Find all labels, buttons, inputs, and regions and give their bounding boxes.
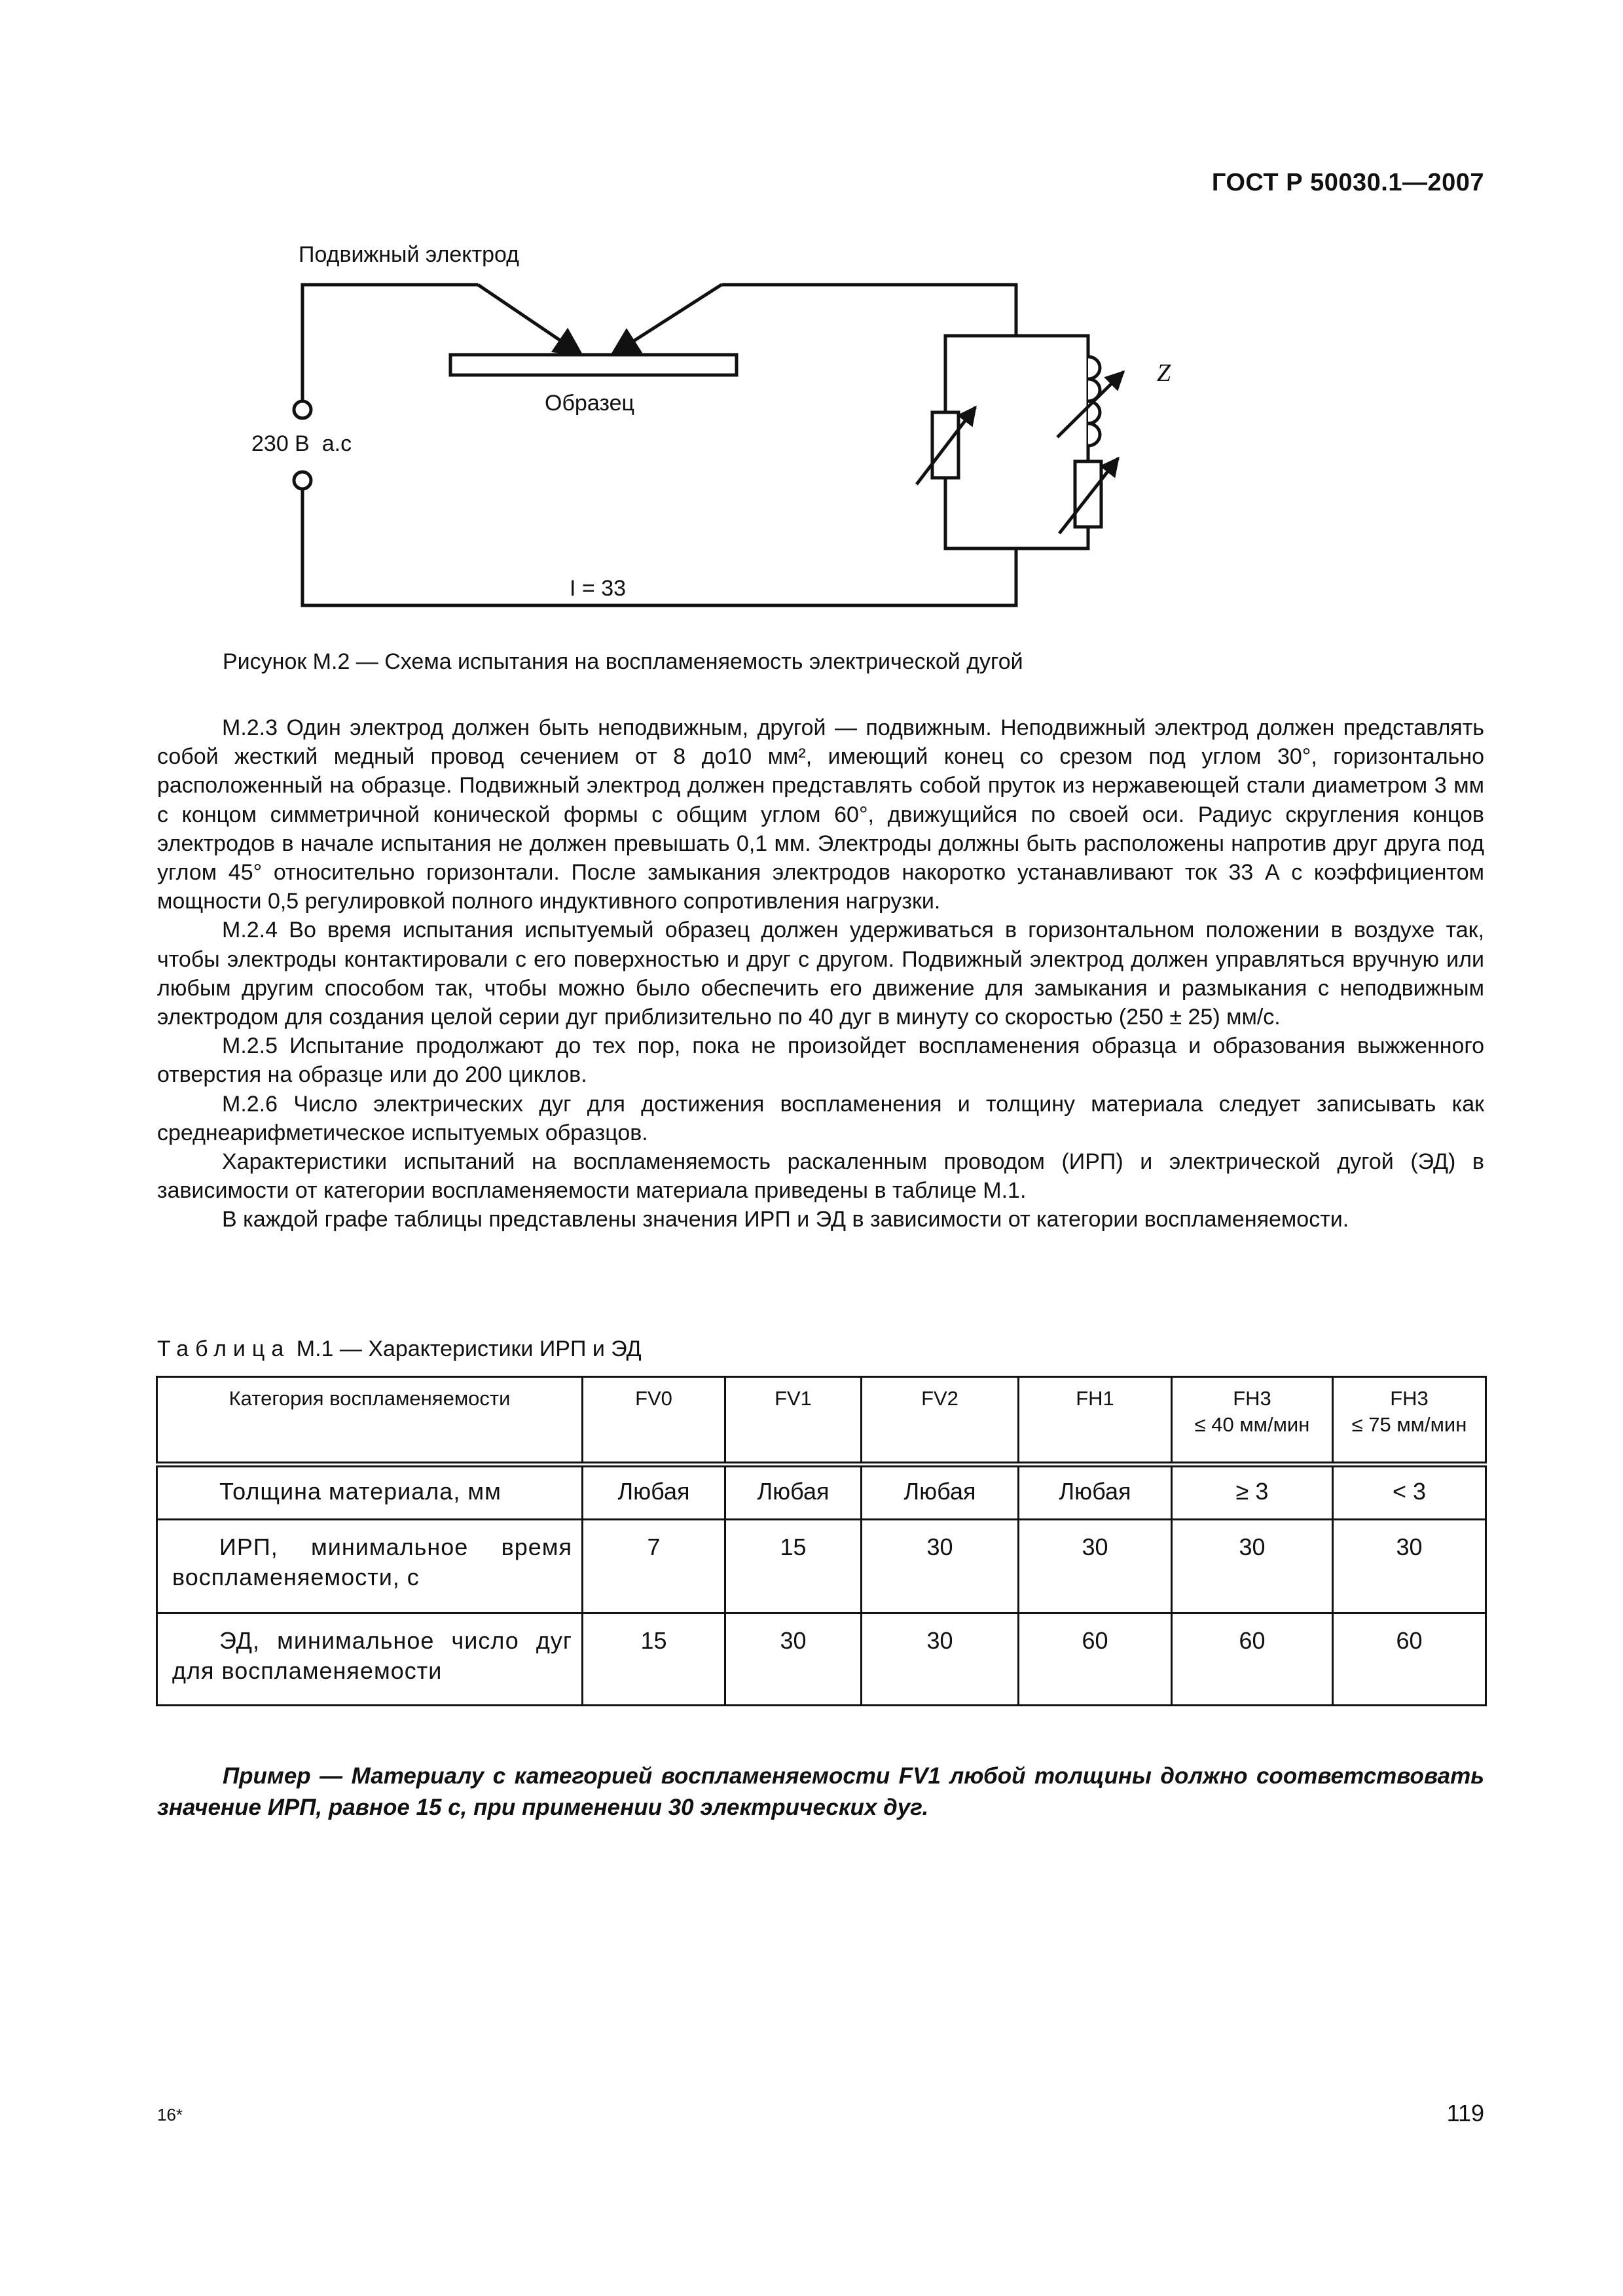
table-title-prefix: Таблица — [157, 1336, 291, 1361]
table-cell: Любая — [1019, 1465, 1172, 1520]
terminal-top — [294, 401, 311, 418]
table-row — [157, 1465, 1486, 1520]
table-header-cell: FV2 — [862, 1377, 1019, 1465]
flammability-table — [156, 1376, 1487, 1706]
table-cell: ИРП, минимальное время воспламеняемости, с — [157, 1520, 583, 1613]
table-cell: 30 — [1333, 1520, 1486, 1613]
table-header-cell: Категория воспламеняемости — [157, 1377, 583, 1465]
table-cell: 60 — [1333, 1613, 1486, 1706]
wire-bottom — [302, 489, 1016, 605]
table-header-cell: FH3 ≤ 40 мм/мин — [1172, 1377, 1333, 1465]
table-cell: < 3 — [1333, 1465, 1486, 1520]
table-cell: 60 — [1019, 1613, 1172, 1706]
sheet-mark: 16* — [157, 2105, 183, 2125]
paragraph-m26: М.2.6 Число электрических дуг для достижения воспламенения и толщину материала следует записывать как среднеарифметическое испытуемых образцов. — [157, 1091, 1484, 1145]
table-cell: 30 — [862, 1520, 1019, 1613]
standard-code: ГОСТ Р 50030.1—2007 — [1211, 169, 1484, 196]
table-cell: Любая — [862, 1465, 1019, 1520]
moving-electrode — [612, 285, 721, 355]
terminal-bottom — [294, 472, 311, 489]
table-cell: ≥ 3 — [1172, 1465, 1333, 1520]
table-cell: 30 — [862, 1613, 1019, 1706]
wire-right-top — [721, 285, 1016, 336]
example-note — [157, 1761, 1484, 1823]
fixed-electrode — [478, 285, 581, 355]
table-row — [157, 1613, 1486, 1706]
table-header-row — [157, 1377, 1486, 1465]
paragraph-m24: М.2.4 Во время испытания испытуемый образец должен удерживаться в горизонтальном положении в воздухе так, чтобы электроды контактировали с его поверхностью и друг с другом. Подвижный электрод должен управляться вручную или любым другим способом так, чтобы можно было обеспечить его движение для замыкания и размыкания с неподвижным электродом для создания целой серии дуг приблизительно по 40 дуг в минуту со скоростью (250 ± 25) мм/с. — [157, 918, 1484, 1030]
table-cell: 7 — [583, 1520, 725, 1613]
table-cell: 15 — [583, 1613, 725, 1706]
voltage-label: 230 В а.с — [251, 431, 352, 456]
table-cell: ЭД, минимальное число дуг для воспламеняемости — [157, 1613, 583, 1706]
test-circuit-diagram — [0, 0, 1623, 655]
table-header-cell: FV0 — [583, 1377, 725, 1465]
page-number: 119 — [1446, 2100, 1484, 2126]
impedance-label: Z — [1157, 359, 1171, 387]
table-cell: 30 — [725, 1613, 862, 1706]
table-cell: Любая — [583, 1465, 725, 1520]
example-text: Пример — Материалу с категорией воспламеняемости FV1 любой толщины должно соответствовать значение ИРП, равное 15 с, при применении 30 электрических дуг. — [157, 1763, 1484, 1820]
table-title — [157, 1336, 642, 1362]
body-text — [157, 713, 1484, 1234]
figure-caption: Рисунок М.2 — Схема испытания на воспламеняемость электрической дугой — [223, 649, 1023, 674]
table-cell: Толщина материала, мм — [157, 1465, 583, 1520]
table-header-cell: FH1 — [1019, 1377, 1172, 1465]
table-row — [157, 1520, 1486, 1613]
paragraph-m25: М.2.5 Испытание продолжают до тех пор, пока не произойдет воспламенения образца и образования выжженного отверстия на образце или до 200 циклов. — [157, 1033, 1484, 1088]
table-header-cell: FV1 — [725, 1377, 862, 1465]
sample-label: Образец — [545, 391, 634, 416]
table-header-cell: FH3 ≤ 75 мм/мин — [1333, 1377, 1486, 1465]
table-title-rest: М.1 — Характеристики ИРП и ЭД — [290, 1336, 642, 1361]
current-label: I = 33 — [570, 576, 627, 601]
paragraph-characteristics: Характеристики испытаний на воспламеняемость раскаленным проводом (ИРП) и электрической дугой (ЭД) в зависимости от категории воспламеняемости материала приведены в таблице М.1. — [157, 1149, 1484, 1204]
table-cell: 60 — [1172, 1613, 1333, 1706]
wire-left-top — [302, 285, 478, 401]
load-frame — [945, 336, 1088, 548]
electrode-label: Подвижный электрод — [299, 242, 519, 267]
table-cell: 30 — [1172, 1520, 1333, 1613]
table-cell: 30 — [1019, 1520, 1172, 1613]
sample-plate — [450, 355, 737, 375]
paragraph-each-column: В каждой графе таблицы представлены значения ИРП и ЭД в зависимости от категории воспламеняемости. — [222, 1207, 1349, 1232]
table-cell: 15 — [725, 1520, 862, 1613]
table-cell: Любая — [725, 1465, 862, 1520]
paragraph-m23: М.2.3 Один электрод должен быть неподвижным, другой — подвижным. Неподвижный электрод должен представлять собой жесткий медный провод сечением от 8 до10 мм², имеющий конец со срезом под углом 30°, горизонтально расположенный на образце. Подвижный электрод должен представлять собой пруток из нержавеющей стали диаметром 3 мм с концом симметричной конической формы с общим углом 60°, движущийся по своей оси. Радиус скругления концов электродов в начале испытания не должен превышать 0,1 мм. Электроды должны быть расположены напротив друг друга под углом 45° относительно горизонтали. После замыкания электродов накоротко устанавливают ток 33 А с коэффициентом мощности 0,5 регулировкой полного индуктивного сопротивления нагрузки. — [157, 715, 1484, 914]
